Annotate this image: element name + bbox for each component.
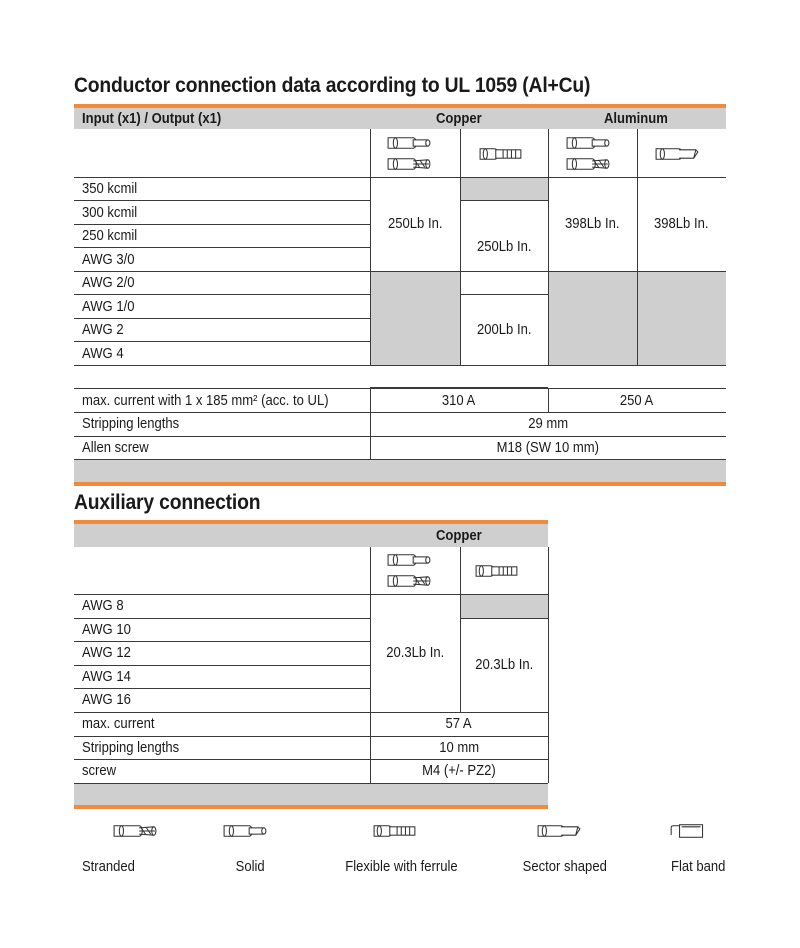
ferrule-icon <box>474 562 520 580</box>
sector-icon <box>536 822 582 840</box>
solid-icon <box>565 134 611 152</box>
legend-stranded: Stranded <box>81 859 135 875</box>
aux-stripping-value: 10 mm <box>439 739 479 756</box>
stripping-label: Stripping lengths <box>82 416 180 432</box>
size-awg-3-0: AWG 3/0 <box>82 252 135 268</box>
max-current-al: 250 A <box>620 392 654 409</box>
section2-footer-bar <box>74 784 548 805</box>
stranded-icon <box>565 155 611 173</box>
ferrule-icon <box>372 822 418 840</box>
size-awg-12: AWG 12 <box>82 645 131 661</box>
solid-icon <box>222 822 268 840</box>
na-cell <box>370 271 460 365</box>
stripping-value: 29 mm <box>528 416 568 432</box>
section2-title: Auxiliary connection <box>74 491 261 514</box>
section1-footer-bar <box>74 460 726 482</box>
section1-aluminum-header: Aluminum <box>604 111 668 127</box>
na-cell <box>460 594 548 618</box>
cu-ferrule-torque-small: 200Lb In. <box>476 321 532 338</box>
allen-screw-label: Allen screw <box>82 440 149 456</box>
section1-copper-header: Copper <box>436 111 482 127</box>
al-stranded-torque: 398Lb In. <box>565 216 620 232</box>
aux-screw-label: screw <box>82 763 117 779</box>
size-awg-2: AWG 2 <box>82 322 124 338</box>
max-current-label: max. current with 1 x 185 mm² (acc. to UL) <box>82 393 329 409</box>
section2-copper-header: Copper <box>436 528 482 544</box>
aux-stranded-torque: 20.3Lb In. <box>385 645 445 661</box>
cu-stranded-torque: 250Lb In. <box>387 216 443 232</box>
section1-bottom-accent <box>74 482 726 486</box>
aux-max-current-value: 57 A <box>445 716 473 732</box>
aux-max-current-label: max. current <box>82 716 155 732</box>
size-350kcmil: 350 kcmil <box>82 181 138 197</box>
size-awg-14: AWG 14 <box>82 669 131 685</box>
aux-stripping-label: Stripping lengths <box>82 740 180 756</box>
size-awg-8: AWG 8 <box>82 598 124 614</box>
stranded-icon <box>112 822 158 840</box>
stranded-icon <box>386 134 432 152</box>
flat-band-icon <box>667 822 713 840</box>
section2-bottom-accent <box>74 805 548 809</box>
size-250kcmil: 250 kcmil <box>82 228 138 244</box>
aux-ferrule-torque: 20.3Lb In. <box>474 657 534 673</box>
legend-flat-band: Flat band <box>670 859 726 875</box>
legend-ferrule: Flexible with ferrule <box>344 859 458 875</box>
al-sector-torque: 398Lb In. <box>654 216 709 232</box>
size-awg-2-0: AWG 2/0 <box>82 275 135 291</box>
size-300kcmil: 300 kcmil <box>82 205 138 221</box>
legend-solid: Solid <box>235 859 265 875</box>
max-current-cu: 310 A <box>442 392 476 409</box>
solid-icon <box>386 551 432 569</box>
na-cell <box>460 177 548 200</box>
aux-screw-value: M4 (+/- PZ2) <box>422 763 496 779</box>
size-awg-16: AWG 16 <box>82 692 131 708</box>
sector-icon <box>654 145 700 163</box>
size-awg-1-0: AWG 1/0 <box>82 299 135 315</box>
size-awg-10: AWG 10 <box>82 622 131 638</box>
section1-header-label: Input (x1) / Output (x1) <box>82 111 222 127</box>
stranded-icon <box>386 572 432 590</box>
stranded-icon <box>386 155 432 173</box>
legend-sector: Sector shaped <box>522 859 608 875</box>
allen-screw-value: M18 (SW 10 mm) <box>496 439 600 456</box>
section1-title: Conductor connection data according to UL 1059 (Al+Cu) <box>74 74 591 97</box>
cu-ferrule-torque-large: 250Lb In. <box>476 239 532 255</box>
size-awg-4: AWG 4 <box>82 346 124 362</box>
ferrule-icon <box>478 145 524 163</box>
